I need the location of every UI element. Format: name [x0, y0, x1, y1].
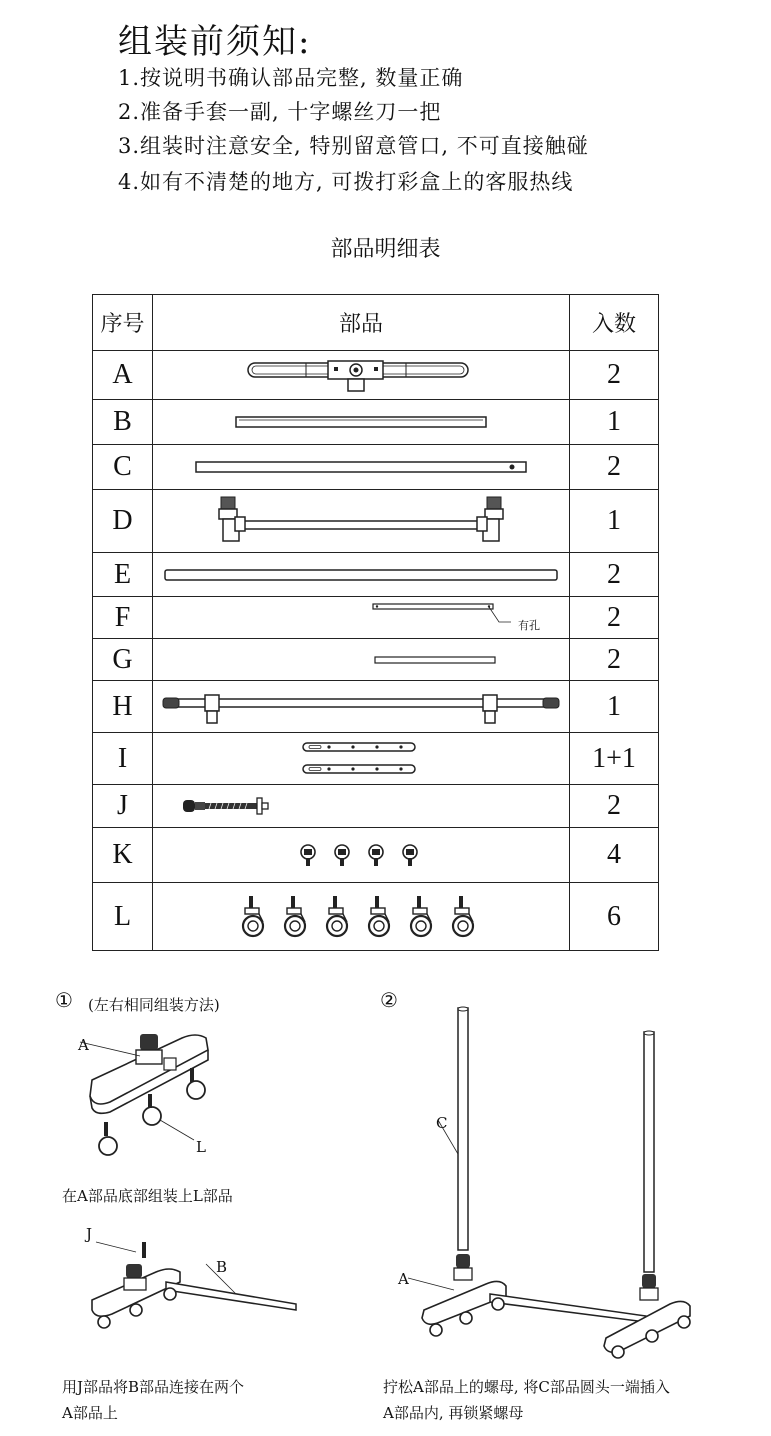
table-row [93, 733, 659, 785]
nut-icon [296, 840, 426, 870]
notice-item-1: 1.按说明书确认部品完整, 数量正确 [118, 66, 464, 90]
step1-number: ① [55, 988, 73, 1012]
row-qty: 2 [570, 597, 659, 639]
row-code: G [93, 639, 153, 681]
row-part [153, 681, 570, 733]
bolt-icon [181, 796, 271, 816]
tube-f-icon [371, 600, 511, 636]
row-code: E [93, 553, 153, 597]
table-title: 部品明细表 [330, 237, 441, 262]
row-qty: 1 [570, 681, 659, 733]
row-qty: 4 [570, 828, 659, 883]
step2-label-c: C [436, 1114, 448, 1132]
notice-item-3: 3.组装时注意安全, 特别留意管口, 不可直接触碰 [118, 134, 589, 158]
row-qty: 2 [570, 445, 659, 490]
table-row [93, 828, 659, 883]
step2-caption-line2: A部品内, 再锁紧螺母 [383, 1404, 524, 1422]
tube-c-icon [191, 457, 531, 477]
tube-g-icon [373, 653, 503, 667]
table-row [93, 445, 659, 490]
base-foot-icon [246, 355, 476, 395]
table-row [93, 553, 659, 597]
header-part: 部品 [153, 295, 570, 351]
caster-wheel-icon [241, 894, 481, 940]
row-part [153, 883, 570, 951]
crossbar-d-icon [211, 493, 511, 549]
step2-number: ② [380, 988, 398, 1012]
header-qty: 入数 [570, 295, 659, 351]
row-code: J [93, 785, 153, 828]
table-row [93, 490, 659, 553]
row-qty: 2 [570, 553, 659, 597]
row-part [153, 828, 570, 883]
step1b-label-b: B [216, 1258, 228, 1276]
table-row [93, 597, 659, 639]
row-part [153, 351, 570, 400]
header-number: 序号 [93, 295, 153, 351]
step1-label-l: L [196, 1138, 206, 1156]
notice-title: 组装前须知: [118, 22, 312, 62]
hole-note: 有孔 [518, 619, 540, 632]
row-qty: 2 [570, 639, 659, 681]
notice-item-4: 4.如有不清楚的地方, 可拨打彩盒上的客服热线 [118, 170, 574, 194]
parts-table [92, 294, 659, 951]
step1-label-a: A [78, 1036, 89, 1054]
table-row [93, 400, 659, 445]
row-code: B [93, 400, 153, 445]
row-qty: 6 [570, 883, 659, 951]
notice-item-2: 2.准备手套一副, 十字螺丝刀一把 [118, 100, 442, 124]
row-code: I [93, 733, 153, 785]
step1b-connect-icon [86, 1238, 306, 1338]
table-row [93, 639, 659, 681]
row-part [153, 785, 570, 828]
row-qty: 2 [570, 785, 659, 828]
step1-base-assembly-icon [70, 1020, 230, 1160]
step1b-caption-line2: A部品上 [62, 1404, 118, 1422]
tube-e-icon [161, 565, 561, 585]
row-qty: 1 [570, 400, 659, 445]
step1b-caption-line1: 用J部品将B部品连接在两个 [62, 1378, 245, 1396]
table-row [93, 785, 659, 828]
step1-note: (左右相同组装方法) [88, 996, 220, 1014]
row-code: K [93, 828, 153, 883]
row-code: F [93, 597, 153, 639]
row-part [153, 553, 570, 597]
row-code: D [93, 490, 153, 553]
table-row [93, 883, 659, 951]
row-part [153, 639, 570, 681]
row-part [153, 490, 570, 553]
row-part [153, 733, 570, 785]
row-code: A [93, 351, 153, 400]
row-qty: 2 [570, 351, 659, 400]
table-row [93, 351, 659, 400]
slotted-bar-icon [301, 739, 421, 779]
step2-frame-assembly-icon [400, 1004, 700, 1360]
row-qty: 1+1 [570, 733, 659, 785]
tube-b-icon [231, 412, 491, 432]
table-row [93, 681, 659, 733]
row-part [153, 597, 570, 639]
row-part [153, 445, 570, 490]
crossbar-h-icon [161, 687, 561, 727]
step1b-label-j: J [86, 1225, 93, 1243]
row-code: L [93, 883, 153, 951]
table-header-row [93, 295, 659, 351]
row-code: H [93, 681, 153, 733]
step2-label-a: A [398, 1270, 409, 1288]
step2-caption-line1: 拧松A部品上的螺母, 将C部品圆头一端插入 [383, 1378, 670, 1396]
row-part [153, 400, 570, 445]
step1-caption: 在A部品底部组装上L部品 [62, 1187, 233, 1205]
row-qty: 1 [570, 490, 659, 553]
row-code: C [93, 445, 153, 490]
